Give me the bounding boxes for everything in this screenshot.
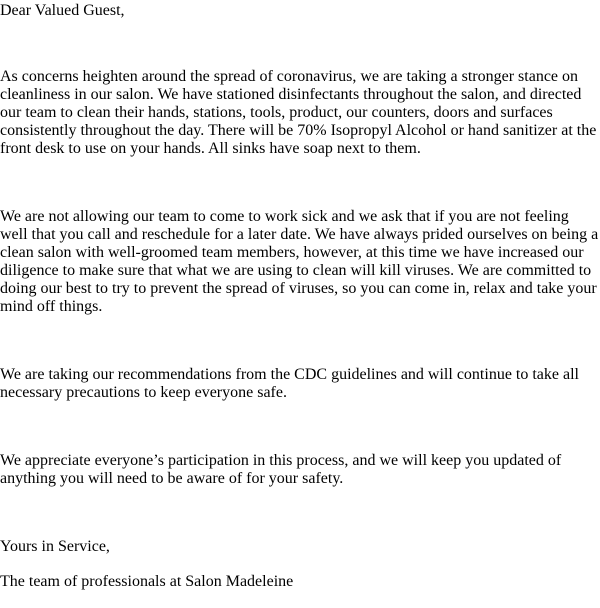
paragraph-line: our team to clean their hands, stations, tools, product, our counters, doors and surfaces — [0, 104, 553, 121]
paragraph-line: front desk to use on your hands. All sinks have soap next to them. — [0, 140, 421, 157]
signature: The team of professionals at Salon Madeleine — [0, 573, 294, 590]
paragraph-line: clean salon with well-groomed team members, however, at this time we have increased our — [0, 244, 584, 261]
paragraph-line: well that you call and reschedule for a later date. We have always prided ourselves on being a — [0, 226, 599, 243]
paragraph-line: anything you will need to be aware of for your safety. — [0, 470, 344, 487]
paragraph-line: necessary precautions to keep everyone safe. — [0, 384, 287, 401]
paragraph-line: consistently throughout the day. There will be 70% Isopropyl Alcohol or hand sanitizer at the — [0, 122, 597, 139]
paragraph-line: As concerns heighten around the spread of coronavirus, we are taking a stronger stance on — [0, 68, 579, 85]
salutation: Dear Valued Guest, — [0, 2, 125, 19]
paragraph-line: diligence to make sure that what we are using to clean will kill viruses. We are committed to — [0, 262, 592, 279]
paragraph-line: We are not allowing our team to come to work sick and we ask that if you are not feeling — [0, 208, 569, 225]
closing: Yours in Service, — [0, 538, 110, 555]
paragraph-line: We appreciate everyone’s participation in this process, and we will keep you updated of — [0, 452, 562, 469]
paragraph-line: mind off things. — [0, 298, 103, 315]
paragraph-line: doing our best to try to prevent the spread of viruses, so you can come in, relax and take your — [0, 280, 597, 297]
paragraph-line: cleanliness in our salon. We have stationed disinfectants throughout the salon, and directed — [0, 86, 582, 103]
paragraph-line: We are taking our recommendations from the CDC guidelines and will continue to take all — [0, 366, 579, 383]
